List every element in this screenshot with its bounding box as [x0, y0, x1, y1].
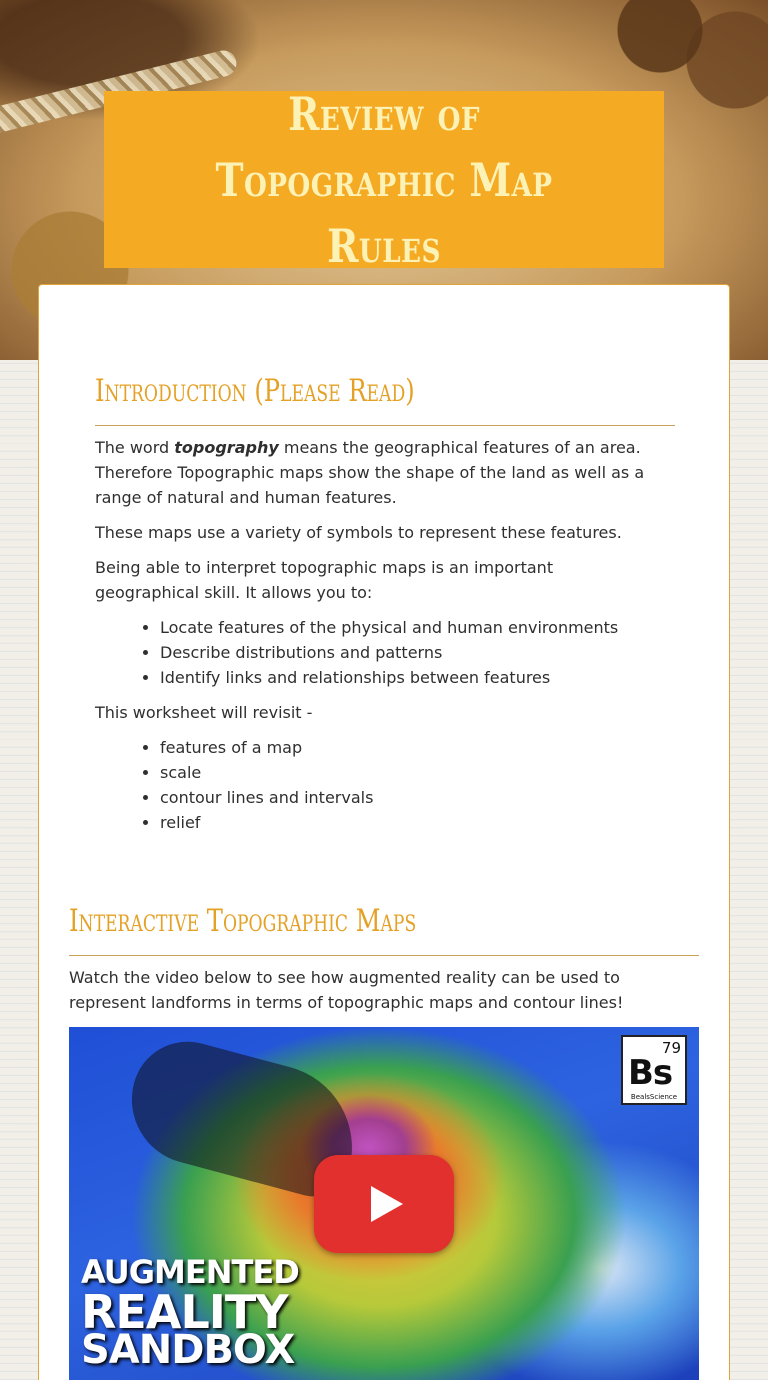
play-button[interactable]	[314, 1155, 454, 1253]
intro-paragraph-1	[95, 435, 685, 510]
worksheet-card	[38, 284, 730, 1380]
page-title: Review of Topographic Map Rules	[215, 86, 553, 273]
list-item: • scale	[160, 760, 685, 785]
logo-symbol: Bs	[628, 1053, 673, 1093]
list-item: • contour lines and intervals	[160, 785, 685, 810]
list-item: • Locate features of the physical and human environments	[160, 615, 685, 640]
interactive-paragraph: Watch the video below to see how augmented reality can be used to represent landforms in terms of topographic maps and contour lines!	[69, 968, 624, 1012]
list-item: • relief	[160, 810, 685, 835]
topics-list	[95, 735, 685, 835]
intro-heading: Introduction (Please Read)	[95, 373, 415, 409]
logo-caption: BealsScience	[630, 1093, 678, 1101]
bealsscience-logo	[621, 1035, 687, 1105]
interactive-heading: Interactive Topographic Maps	[69, 903, 417, 939]
intro-p1-lead: The word	[95, 438, 175, 457]
list-item: • Describe distributions and patterns	[160, 640, 685, 665]
play-icon	[371, 1186, 403, 1222]
topography-term: topography	[174, 438, 279, 457]
intro-p1-rest: means the geographical features of an area. Therefore Topographic maps show the shape of the land as well as a range of natural and human features.	[95, 438, 645, 507]
intro-paragraph-4: This worksheet will revisit -	[95, 703, 313, 722]
video-title-line-2: REALITY	[81, 1285, 288, 1339]
video-player[interactable]	[69, 1027, 699, 1380]
skills-list	[95, 615, 685, 690]
video-title-line-3: SANDBOX	[81, 1327, 295, 1373]
list-item: • features of a map	[160, 735, 685, 760]
video-title-line-1: AUGMENTED	[81, 1253, 299, 1291]
list-item: • Identify links and relationships between features	[160, 665, 685, 690]
intro-paragraph-3: Being able to interpret topographic maps is an important geographical skill. It allows you to:	[95, 558, 554, 602]
logo-number: 79	[661, 1039, 681, 1057]
intro-divider	[95, 425, 675, 426]
title-box	[104, 86, 664, 273]
intro-paragraph-2: These maps use a variety of symbols to represent these features.	[95, 523, 622, 542]
interactive-divider	[69, 955, 699, 956]
